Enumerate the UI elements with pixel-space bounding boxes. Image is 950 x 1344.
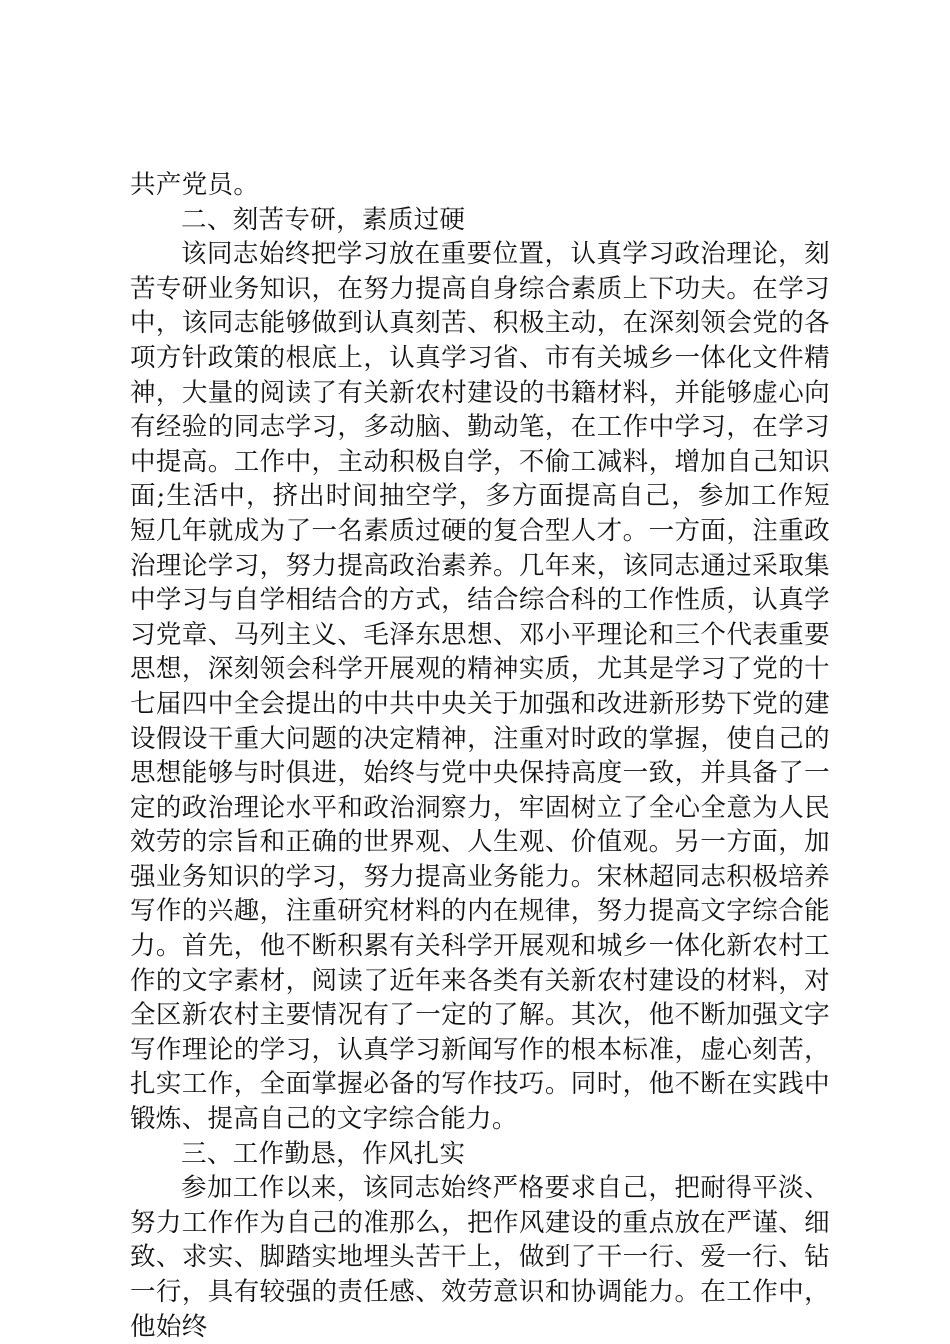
paragraph-continuation: 共产党员。 (130, 170, 260, 200)
paragraph-work: 参加工作以来，该同志始终严格要求自己，把耐得平淡、努力工作作为自己的准那么，把作风建设的重点放在严谨、细致、求实、脚踏实地埋头苦干上，做到了干一行、爱一行、钻一行，具有较强的责任感、效劳意识和协调能力。在工作中，他始终 (130, 1173, 830, 1342)
paragraph-study: 该同志始终把学习放在重要位置，认真学习政治理论，刻苦专研业务知识，在努力提高自身综合素质上下功夫。在学习中，该同志能够做到认真刻苦、积极主动，在深刻领会党的各项方针政策的根底上，认真学习省、市有关城乡一体化文件精神，大量的阅读了有关新农村建设的书籍材料，并能够虚心向有经验的同志学习，多动脑、勤动笔，在工作中学习，在学习中提高。工作中，主动积极自学，不偷工减料，增加自己知识面;生活中，挤出时间抽空学，多方面提高自己，参加工作短短几年就成为了一名素质过硬的复合型人才。一方面，注重政治理论学习，努力提高政治素养。几年来，该同志通过采取集中学习与自学相结合的方式，结合综合科的工作性质，认真学习党章、马列主义、毛泽东思想、邓小平理论和三个代表重要思想，深刻领会科学开展观的精神实质，尤其是学习了党的十七届四中全会提出的中共中央关于加强和改进新形势下党的建设假设干重大问题的决定精神，注重对时政的掌握，使自己的思想能够与时俱进，始终与党中央保持高度一致，并具备了一定的政治理论水平和政治洞察力，牢固树立了全心全意为人民效劳的宗旨和正确的世界观、人生观、价值观。另一方面，加强业务知识的学习，努力提高业务能力。宋林超同志积极培养写作的兴趣，注重研究材料的内在规律，努力提高文字综合能力。首先，他不断积累有关科学开展观和城乡一体化新农村工作的文字素材，阅读了近年来各类有关新农村建设的材料，对全区新农村主要情况有了一定的了解。其次，他不断加强文字写作理论的学习，认真学习新闻写作的根本标准，虚心刻苦，扎实工作，全面掌握必备的写作技巧。同时，他不断在实践中锻炼、提高自己的文字综合能力。 (130, 239, 830, 1135)
document-body (130, 168, 830, 1344)
section-heading-2: 二、刻苦专研，素质过硬 (181, 204, 466, 235)
section-heading-3: 三、工作勤恳，作风扎实 (181, 1138, 466, 1169)
